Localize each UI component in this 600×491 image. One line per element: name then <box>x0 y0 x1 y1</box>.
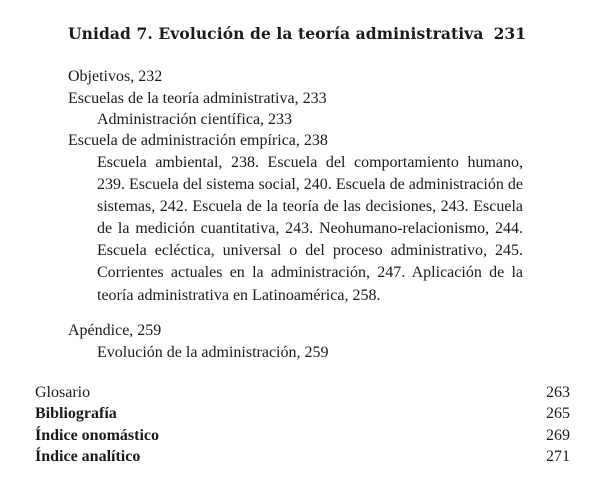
back-matter-label: Índice analítico <box>35 448 141 465</box>
back-matter-page: 271 <box>546 448 570 465</box>
back-matter-label: Índice onomástico <box>35 427 159 444</box>
unit-page-number: 231 <box>493 24 526 43</box>
back-matter-indice-analitico <box>35 448 570 466</box>
back-matter-label: Bibliografía <box>35 405 117 422</box>
toc-entry-apendice: Apéndice, 259 <box>68 322 162 339</box>
back-matter-glosario <box>35 384 570 402</box>
back-matter-page: 263 <box>546 384 570 401</box>
back-matter-bibliografia <box>35 405 570 423</box>
toc-entry-admin-cientifica: Administración científica, 233 <box>97 111 293 128</box>
back-matter-page: 265 <box>546 405 570 422</box>
toc-entry-escuelas: Escuelas de la teoría administrativa, 233 <box>68 90 327 107</box>
toc-entry-empirica: Escuela de administración empírica, 238 <box>68 132 328 149</box>
back-matter-page: 269 <box>546 427 570 444</box>
toc-entry-evolucion: Evolución de la administración, 259 <box>97 344 329 361</box>
back-matter-label: Glosario <box>35 384 91 401</box>
toc-entry-objetivos: Objetivos, 232 <box>68 68 163 85</box>
unit-title: Unidad 7. Evolución de la teoría administrativa <box>68 24 484 43</box>
toc-subentries-paragraph: Escuela ambiental, 238. Escuela del comportamiento humano, 239. Escuela del sistema social, 240. Escuela de administración de sistemas, 242. Escuela de la teoría de las decisiones, 243. Escuela de la medición cuantitativa, 243. Neohumano-relacionismo, 244. Escuela ecléctica, universal o del proceso administrativo, 245. Corrientes actuales en la administración, 247. Aplicación de la teoría administrativa en Latinoamérica, 258. <box>97 154 523 304</box>
back-matter-indice-onomastico <box>35 427 570 445</box>
